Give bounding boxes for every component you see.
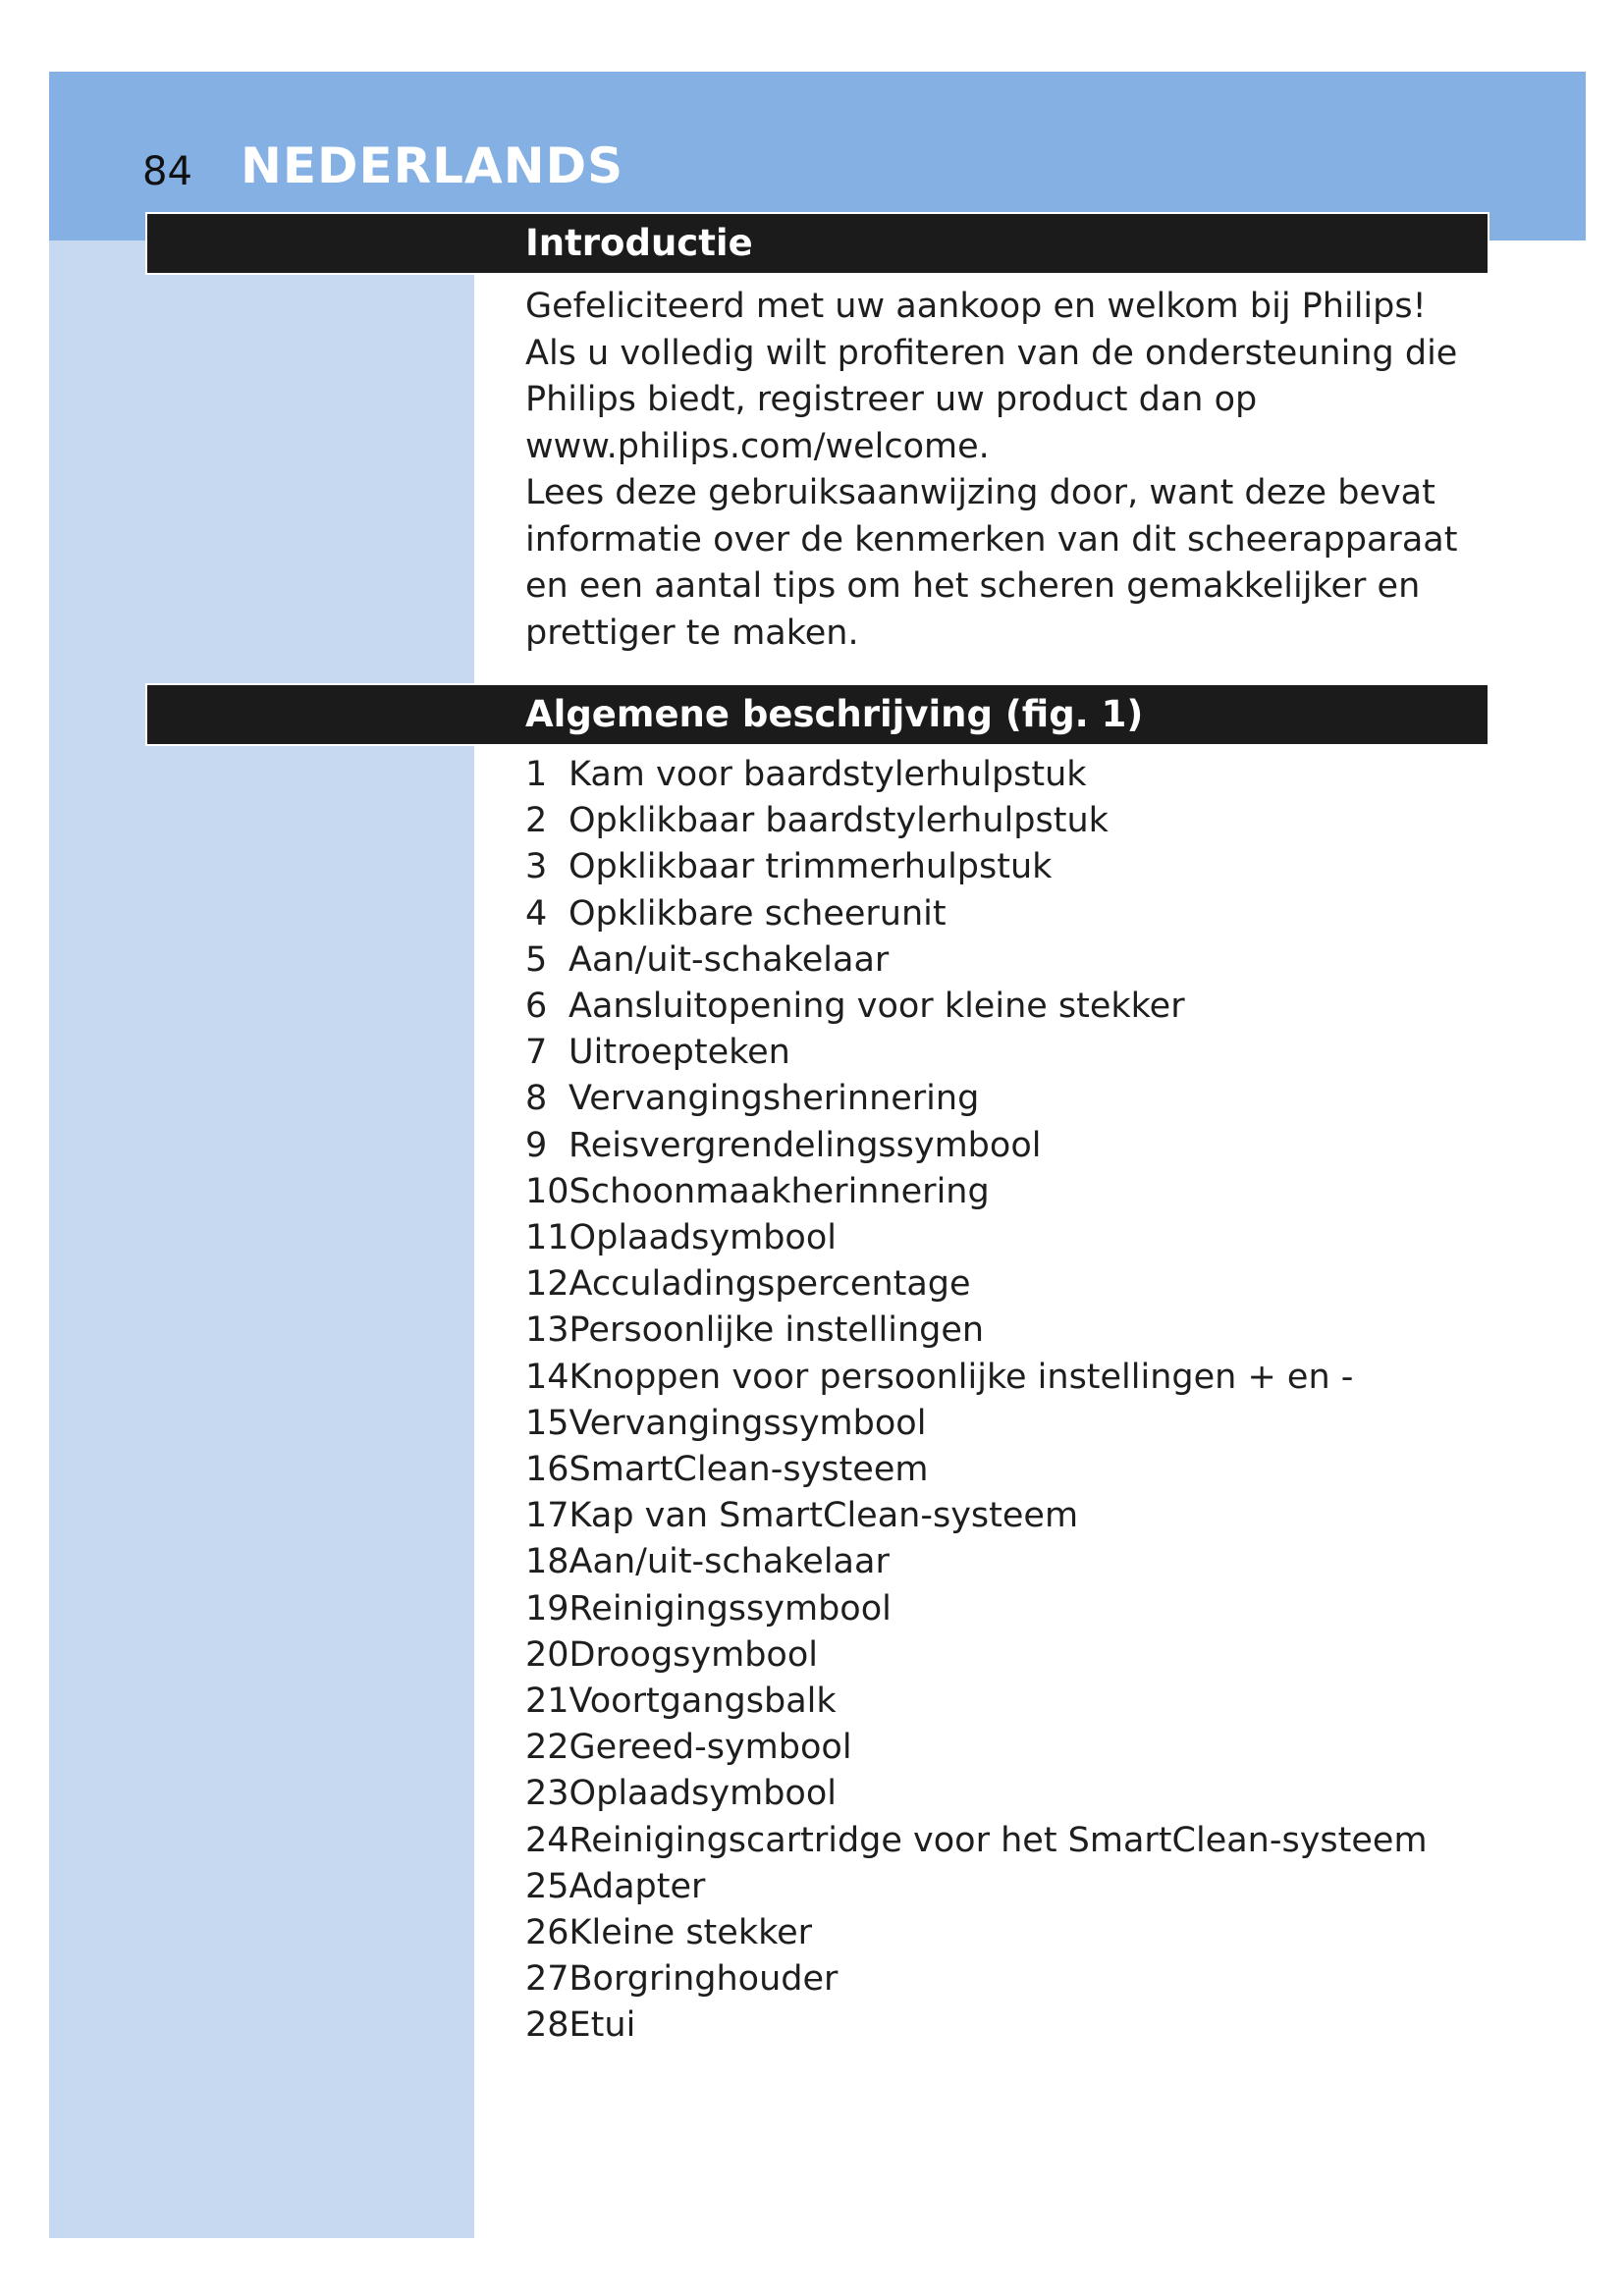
list-item <box>525 1818 1468 1864</box>
list-item-label: Persoonlijke instellingen <box>568 1310 985 1351</box>
list-item-number: 26 <box>525 1913 569 1953</box>
list-item-number: 12 <box>525 1264 569 1305</box>
list-item-label: Kam voor baardstylerhulpstuk <box>568 755 1087 794</box>
intro-text <box>525 284 1468 657</box>
list-item-number: 20 <box>525 1634 569 1675</box>
list-item-label: Acculadingspercentage <box>568 1264 971 1305</box>
list-item <box>525 1401 1468 1447</box>
list-item-label: Aansluitopening voor kleine stekker <box>568 987 1185 1027</box>
list-item <box>525 1493 1468 1539</box>
list-item-number: 13 <box>525 1310 569 1351</box>
list-item-number: 19 <box>525 1588 569 1629</box>
list-item <box>525 1910 1468 1956</box>
list-item <box>525 1123 1468 1169</box>
list-item-label: Adapter <box>568 1866 706 1906</box>
list-item <box>525 1679 1468 1725</box>
list-item-label: Opklikbaar trimmerhulpstuk <box>568 847 1053 887</box>
list-item-label: Aan/uit-schakelaar <box>568 939 890 980</box>
list-item-number: 6 <box>525 987 548 1027</box>
list-item-label: Oplaadsymbool <box>568 1218 837 1258</box>
description-section-title: Algemene beschrijving (fig. 1) <box>525 693 1144 735</box>
intro-paragraph: Lees deze gebruiksaanwijzing door, want deze bevat informatie over de kenmerken van dit scheerapparaat en een aantal tips om het scheren gemakkelijker en prettiger te maken. <box>525 473 1458 653</box>
list-item-number: 18 <box>525 1542 569 1582</box>
list-item <box>525 844 1468 890</box>
list-item-number: 2 <box>525 801 548 841</box>
list-item <box>525 1725 1468 1771</box>
list-item <box>525 1308 1468 1354</box>
list-item-number: 15 <box>525 1403 569 1443</box>
list-item-number: 16 <box>525 1450 569 1490</box>
list-item <box>525 937 1468 984</box>
intro-section-title: Introductie <box>525 222 753 264</box>
list-item-label: Droogsymbool <box>568 1634 818 1675</box>
list-item-number: 1 <box>525 755 548 794</box>
list-item <box>525 1261 1468 1308</box>
list-item <box>525 1771 1468 1817</box>
list-item-number: 27 <box>525 1959 569 2000</box>
list-item-label: Vervangingssymbool <box>568 1403 927 1443</box>
list-item <box>525 2002 1468 2049</box>
list-item-number: 5 <box>525 939 548 980</box>
list-item-label: Knoppen voor persoonlijke instellingen + en - <box>568 1357 1354 1397</box>
list-item <box>525 1586 1468 1632</box>
list-item <box>525 1169 1468 1215</box>
list-item-label: Kleine stekker <box>568 1913 813 1953</box>
list-item <box>525 984 1468 1030</box>
left-margin-column <box>49 240 474 2238</box>
list-item-label: Reinigingssymbool <box>568 1588 892 1629</box>
list-item-number: 25 <box>525 1866 569 1906</box>
list-item-number: 23 <box>525 1774 569 1814</box>
list-item <box>525 1076 1468 1122</box>
list-item-label: Borgringhouder <box>568 1959 839 2000</box>
list-item-number: 7 <box>525 1033 548 1073</box>
list-item-label: Gereed-symbool <box>568 1728 852 1768</box>
intro-paragraph: Gefeliciteerd met uw aankoop en welkom bij Philips! Als u volledig wilt profiteren van de ondersteuning die Philips biedt, registreer uw product dan op www.philips.com/welcome. <box>525 287 1458 466</box>
list-item-label: Oplaadsymbool <box>568 1774 837 1814</box>
list-item-label: Opklikbare scheerunit <box>568 893 947 934</box>
list-item-label: Vervangingsherinnering <box>568 1079 980 1119</box>
list-item <box>525 1864 1468 1910</box>
list-item-number: 24 <box>525 1820 569 1860</box>
list-item-number: 3 <box>525 847 548 887</box>
list-item <box>525 752 1468 798</box>
list-item <box>525 1215 1468 1261</box>
list-item <box>525 891 1468 937</box>
list-item-label: SmartClean-systeem <box>568 1450 929 1490</box>
list-item-label: Schoonmaakherinnering <box>568 1171 990 1211</box>
list-item-number: 17 <box>525 1496 569 1536</box>
list-item-label: Uitroepteken <box>568 1033 790 1073</box>
list-item-label: Etui <box>568 2005 636 2046</box>
list-item-number: 14 <box>525 1357 569 1397</box>
list-item-number: 11 <box>525 1218 569 1258</box>
list-item-label: Kap van SmartClean-systeem <box>568 1496 1079 1536</box>
intro-section-bar <box>145 212 1489 275</box>
list-item-number: 28 <box>525 2005 569 2046</box>
language-heading: NEDERLANDS <box>241 137 624 194</box>
list-item-number: 10 <box>525 1171 569 1211</box>
list-item <box>525 1447 1468 1493</box>
list-item-number: 8 <box>525 1079 548 1119</box>
list-item <box>525 1956 1468 2002</box>
list-item <box>525 1539 1468 1585</box>
list-item <box>525 1030 1468 1076</box>
list-item-label: Reisvergrendelingssymbool <box>568 1125 1042 1165</box>
list-item-label: Aan/uit-schakelaar <box>568 1542 890 1582</box>
page-number: 84 <box>142 149 192 194</box>
list-item-number: 22 <box>525 1728 569 1768</box>
list-item-label: Opklikbaar baardstylerhulpstuk <box>568 801 1109 841</box>
list-item-label: Voortgangsbalk <box>568 1682 837 1722</box>
list-item-number: 9 <box>525 1125 548 1165</box>
list-item <box>525 1632 1468 1679</box>
list-item-number: 4 <box>525 893 548 934</box>
list-item-number: 21 <box>525 1682 569 1722</box>
list-item <box>525 1355 1468 1401</box>
parts-list <box>525 752 1468 2050</box>
list-item-label: Reinigingscartridge voor het SmartClean-systeem <box>568 1820 1428 1860</box>
list-item <box>525 798 1468 844</box>
